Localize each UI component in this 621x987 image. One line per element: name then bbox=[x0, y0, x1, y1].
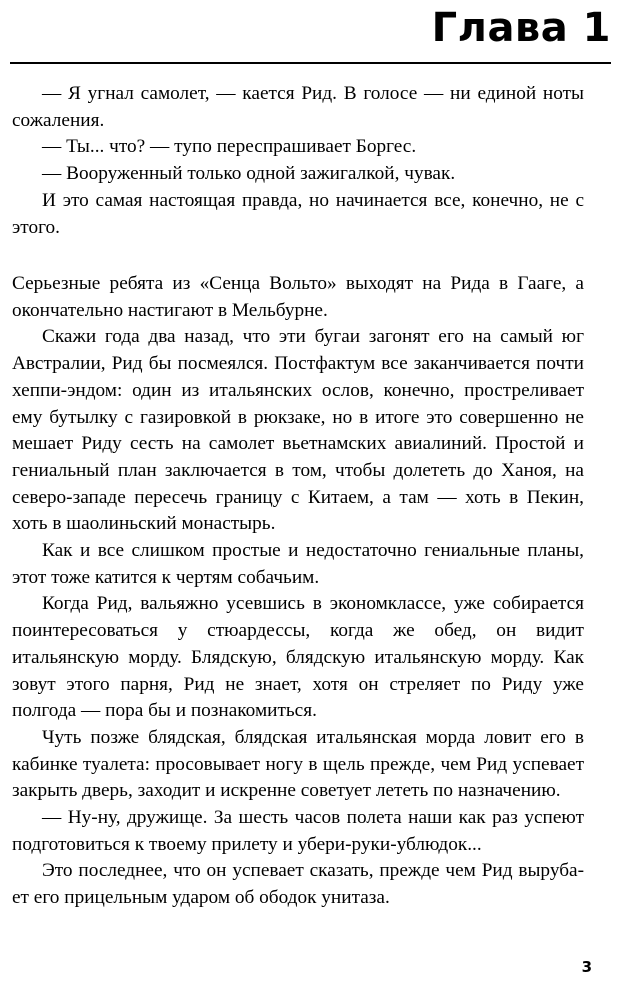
paragraph: — Я угнал самолет, — кается Рид. В голосе — ни единой ноты сожаления. bbox=[12, 83, 584, 131]
paragraph: — Ну-ну, дружище. За шесть часов полета наши как раз успеют подготовиться к твоему прилету и убери-руки-ублюдок... bbox=[12, 807, 584, 855]
page-number: 3 bbox=[581, 958, 592, 976]
section-2 bbox=[12, 271, 584, 912]
paragraph: Когда Рид, вальяжно усевшись в экономклассе, уже собирается поинтересоваться у стюардессы, когда же обед, он видит итальянскую морду. Блядскую, блядскую итальянскую морду. Как зовут этого парня, Рид не знает, хотя он стреляет по Риду уже полгода — пора бы и познакомиться. bbox=[12, 593, 584, 722]
paragraph: Чуть позже блядская, блядская итальянская морда ловит его в кабинке туалета: просовывает ногу в щель прежде, чем Рид успевает закрыть дверь, заходит и искренне советует лететь по назначению. bbox=[12, 726, 584, 802]
paragraph: И это самая настоящая правда, но начинается все, конечно, не с этого. bbox=[12, 189, 584, 238]
section-1 bbox=[12, 81, 584, 241]
paragraph: Это последнее, что он успевает сказать, прежде чем Рид вырубaет его прицельным ударом об ободок унитаза. bbox=[12, 860, 584, 909]
paragraph: — Ты... что? — тупо переспрашивает Боргес. bbox=[42, 136, 417, 158]
paragraph: — Вооруженный только одной зажигалкой, чувак. bbox=[42, 163, 456, 185]
title-divider bbox=[10, 62, 611, 64]
paragraph: Скажи года два назад, что эти бугаи загонят его на самый юг Австралии, Рид бы посмеялся. Постфактум все заканчивается почти хеппи-эндом: один из итальянских ослов, конечно, простреливает ему бутылку с газировкой в рюкзаке, но в итоге это совершенно не мешает Риду сесть на самолет вьетнамских авиалиний. Простой и гениальный план заключается в том, чтобы долететь до Ханоя, на северо-западе пересечь границу с Китаем, а там — хоть в Пекин, хоть в шаолиньский монастырь. bbox=[12, 326, 584, 535]
paragraph: Как и все слишком простые и недостаточно гениальные планы, этот тоже катится к чертям собачьим. bbox=[12, 540, 584, 588]
paragraph: Серьезные ребята из «Сенца Вольто» выходят на Рида в Гааге, а окончательно настигают в Мельбурне. bbox=[12, 273, 584, 321]
chapter-title: Глава 1 bbox=[431, 5, 611, 51]
